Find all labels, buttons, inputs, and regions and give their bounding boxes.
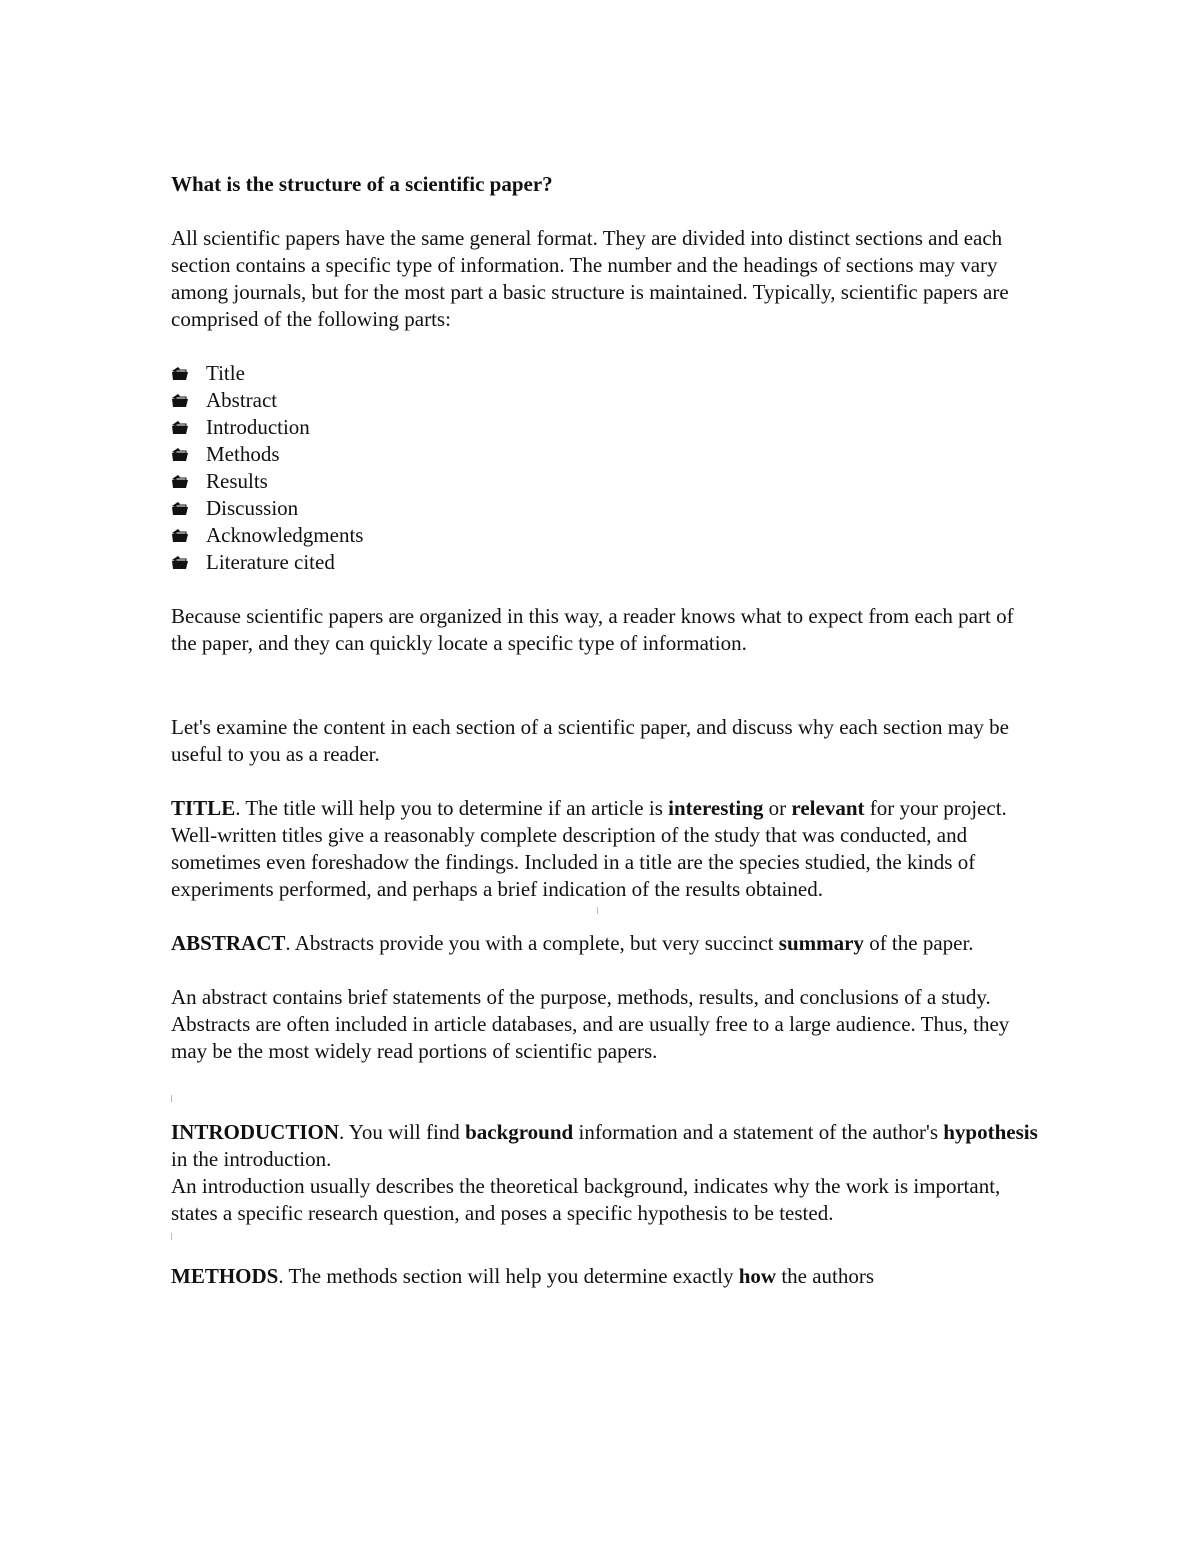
list-item xyxy=(171,549,1041,576)
list-item-label: Results xyxy=(206,469,268,493)
spacer xyxy=(171,657,1041,714)
folder-icon xyxy=(171,447,189,462)
folder-icon xyxy=(171,555,189,570)
examine-paragraph: Let's examine the content in each section of a scientific paper, and discuss why each section may be useful to you as a reader. xyxy=(171,715,1009,766)
title-section-label: TITLE xyxy=(171,796,236,820)
list-item xyxy=(171,522,1041,549)
list-item xyxy=(171,387,1041,414)
folder-icon xyxy=(171,366,189,381)
document-heading: What is the structure of a scientific paper? xyxy=(171,172,553,196)
document-page xyxy=(171,171,1041,1290)
abstract-section-detail: An abstract contains brief statements of the purpose, methods, results, and conclusions of a study. Abstracts are often included in article databases, and are usually free to a large audience. Thus, they may be the most widely read portions of scientific papers. xyxy=(171,985,1010,1063)
title-section-summary: TITLE. The title will help you to determine if an article is interesting or relevant for your project. xyxy=(171,796,1007,820)
intro-paragraph: All scientific papers have the same general format. They are divided into distinct sections and each section contains a specific type of information. The number and the headings of sections may vary among journals, but for the most part a basic structure is maintained. Typically, scientific papers are comprised of the following parts: xyxy=(171,226,1009,331)
introduction-section-detail: An introduction usually describes the theoretical background, indicates why the work is important, states a specific research question, and poses a specific hypothesis to be tested. xyxy=(171,1174,1001,1225)
list-item xyxy=(171,441,1041,468)
abstract-section-summary: ABSTRACT. Abstracts provide you with a complete, but very succinct summary of the paper. xyxy=(171,931,974,955)
list-item-label: Methods xyxy=(206,442,280,466)
parts-list xyxy=(171,360,1041,576)
list-item xyxy=(171,495,1041,522)
folder-icon xyxy=(171,501,189,516)
folder-icon xyxy=(171,420,189,435)
list-item-label: Discussion xyxy=(206,496,299,520)
folder-icon xyxy=(171,474,189,489)
title-section-detail: Well-written titles give a reasonably complete description of the study that was conducted, and sometimes even foreshadow the findings. Included in a title are the species studied, the kinds of experiments performed, and perhaps a brief indication of the results obtained. xyxy=(171,823,976,901)
organized-paragraph: Because scientific papers are organized in this way, a reader knows what to expect from each part of the paper, and they can quickly locate a specific type of information. xyxy=(171,604,1014,655)
list-item xyxy=(171,468,1041,495)
list-item xyxy=(171,360,1041,387)
list-item-label: Acknowledgments xyxy=(206,523,364,547)
methods-section-summary: METHODS. The methods section will help you determine exactly how the authors xyxy=(171,1264,875,1288)
list-item-label: Abstract xyxy=(206,388,278,412)
spacer xyxy=(171,1227,1041,1263)
list-item-label: Introduction xyxy=(206,415,310,439)
list-item xyxy=(171,414,1041,441)
introduction-section-label: INTRODUCTION xyxy=(171,1120,340,1144)
spacer xyxy=(171,1065,1041,1119)
list-item-label: Literature cited xyxy=(206,550,335,574)
introduction-section-summary: INTRODUCTION. You will find background information and a statement of the author's hypothesis in the introduction. xyxy=(171,1120,1038,1171)
list-item-label: Title xyxy=(206,361,245,385)
folder-icon xyxy=(171,528,189,543)
abstract-section-label: ABSTRACT xyxy=(171,931,286,955)
methods-section-label: METHODS xyxy=(171,1264,279,1288)
folder-icon xyxy=(171,393,189,408)
spacer xyxy=(171,903,1041,930)
